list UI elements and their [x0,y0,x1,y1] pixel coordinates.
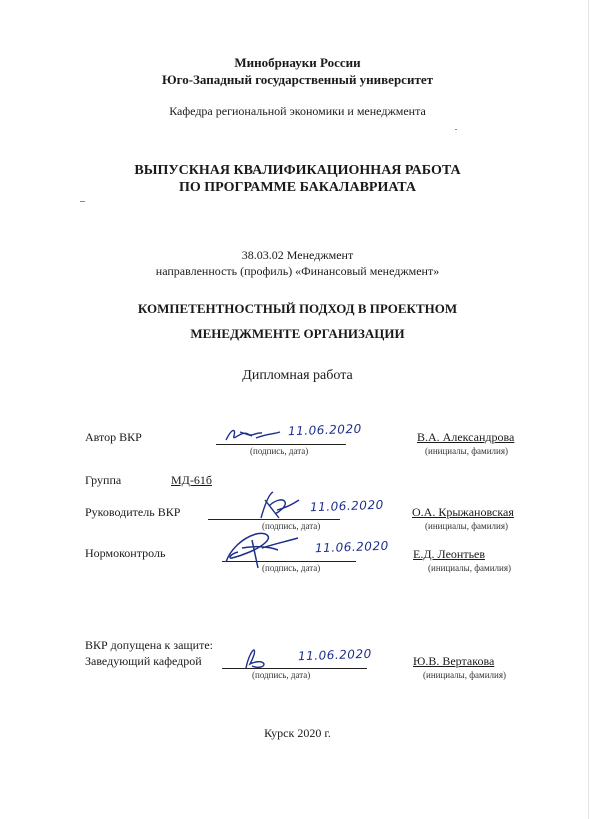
doc-kind: Дипломная работа [242,368,353,383]
supervisor-name: О.А. Крыжановская [412,505,514,519]
normcontrol-name-caption: (инициалы, фамилия) [428,563,511,573]
normcontrol-sig-caption: (подпись, дата) [262,563,321,573]
group-value: МД-61б [171,473,212,487]
topic-line1: КОМПЕТЕНТНОСТНЫЙ ПОДХОД В ПРОЕКТНОМ [137,301,458,316]
page-edge [588,0,589,819]
scan-speck [80,201,85,202]
signature-author-icon [222,422,282,446]
supervisor-name-caption: (инициалы, фамилия) [425,521,508,531]
group-label: Группа [85,473,122,487]
university: Юго-Западный государственный университет [162,72,433,87]
author-sig-caption: (подпись, дата) [250,446,309,456]
specialty-profile: направленность (профиль) «Финансовый менеджмент» [155,264,440,278]
normcontrol-role: Нормоконтроль [85,546,166,560]
head-sig-caption: (подпись, дата) [252,670,311,680]
head-name: Ю.В. Вертакова [413,654,495,668]
work-type-line2: ПО ПРОГРАММЕ БАКАЛАВРИАТА [179,180,416,195]
topic-line2: МЕНЕДЖМЕНТЕ ОРГАНИЗАЦИИ [190,326,405,341]
normcontrol-date: 11.06.2020 [314,538,389,556]
head-date: 11.06.2020 [297,646,372,664]
supervisor-date: 11.06.2020 [309,497,384,515]
department: Кафедра региональной экономики и менеджмента [169,104,426,118]
specialty-code: 38.03.02 Менеджмент [241,248,354,262]
signature-supervisor-icon [255,488,303,522]
scan-speck [455,129,457,130]
supervisor-role: Руководитель ВКР [85,505,181,519]
author-date: 11.06.2020 [287,421,362,439]
admitted-label: ВКР допущена к защите: [85,638,213,652]
work-type-line1: ВЫПУСКНАЯ КВАЛИФИКАЦИОННАЯ РАБОТА [134,163,461,178]
normcontrol-name: Е.Д. Леонтьев [413,547,486,561]
author-name-caption: (инициалы, фамилия) [425,446,508,456]
city-year: Курск 2020 г. [264,726,331,740]
head-role: Заведующий кафедрой [85,654,202,668]
ministry: Минобрнауки России [234,55,361,70]
supervisor-sig-caption: (подпись, дата) [262,521,321,531]
author-name: В.А. Александрова [417,430,515,444]
signature-head-icon [240,646,270,672]
head-name-caption: (инициалы, фамилия) [423,670,506,680]
author-role: Автор ВКР [85,430,142,444]
